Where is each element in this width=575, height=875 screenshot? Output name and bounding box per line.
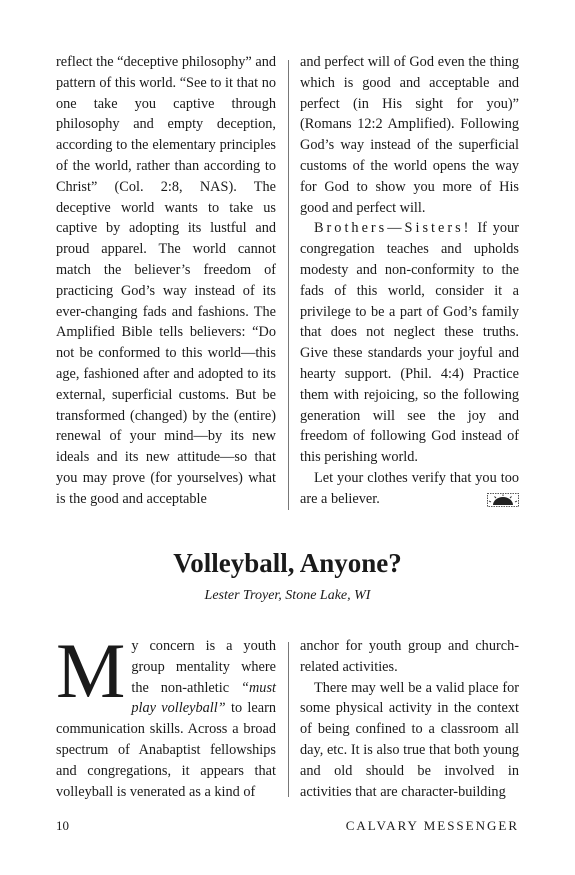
- top-left-column: [56, 52, 276, 510]
- magazine-name: CALVARY MESSENGER: [345, 818, 519, 833]
- brothers-sisters-lead: Brothers—Sisters!: [314, 220, 472, 237]
- bottom-right-paragraph-1: anchor for youth group and church-related activities.: [300, 638, 519, 675]
- bottom-right-paragraph-2: There may well be a valid place for some physical activity in the context of being confined to a classroom all day, etc. It is also true that both young and old should be involved in activities that are character-building: [300, 679, 519, 800]
- bottom-right-column: [300, 636, 519, 802]
- top-right-paragraph-3: [300, 468, 519, 510]
- sunrise-ornament-icon: [487, 493, 519, 507]
- opening-paragraph: [56, 627, 277, 802]
- top-right-paragraph-1: and perfect will of God even the thing which is good and acceptable and perfect (in His sight for you)” (Romans 12:2 Amplified). Following God’s way instead of the superficial customs of the world opens the way for God to show you more of His good and perfect will.: [300, 54, 519, 216]
- drop-cap: M: [56, 627, 126, 714]
- column-divider-bottom: [288, 642, 289, 797]
- closing-sentence: Let your clothes verify that you too are a believer.: [300, 469, 519, 507]
- article-title: Volleyball, Anyone?: [173, 548, 402, 578]
- opening-rest: to learn communication skills. Across a broad spectrum of Anabaptist fellowships and congregations, it appears that volleyball is venerated as a kind of: [56, 700, 277, 800]
- opening-emphasis: “must play volleyball”: [131, 679, 276, 717]
- top-right-paragraph-2-text: If your congregation teaches and upholds modesty and non-conformity to the fads of this world, consider it a privilege to be a part of God’s family that does not neglect these truths. Give these standards your joyful and hearty support. (Phil. 4:4) Practice them with rejoicing, so the following generation will see the joy and freedom of following God instead of this perishing world.: [300, 220, 519, 466]
- top-right-column: [300, 52, 519, 510]
- column-divider-top: [288, 60, 289, 510]
- opening-lead: y concern is a youth group mentality where the non-athletic: [131, 638, 276, 696]
- top-right-paragraph-2: [300, 218, 519, 468]
- page-number: 10: [56, 818, 69, 833]
- bottom-left-column: [56, 627, 277, 802]
- article-byline: Lester Troyer, Stone Lake, WI: [204, 588, 371, 603]
- top-left-paragraph: reflect the “deceptive philosophy” and pattern of this world. “See to it that no one take you captive through philosophy and empty deception, according to the elementary principles of the world, rather than according to Christ” (Col. 2:8, NAS). The deceptive world wants to take us captive by adopting its lustful and proud apparel. The world cannot match the believer’s freedom of practicing God’s way instead of its ever-changing fads and fashions. The Amplified Bible tells believers: “Do not be conformed to this world—this age, fashioned after and adopted to its external, superficial customs. But be transformed (changed) by the (entire) renewal of your mind—by its new ideals and its new attitude—so that you may prove (for yourselves) what is the good and acceptable: [56, 54, 276, 507]
